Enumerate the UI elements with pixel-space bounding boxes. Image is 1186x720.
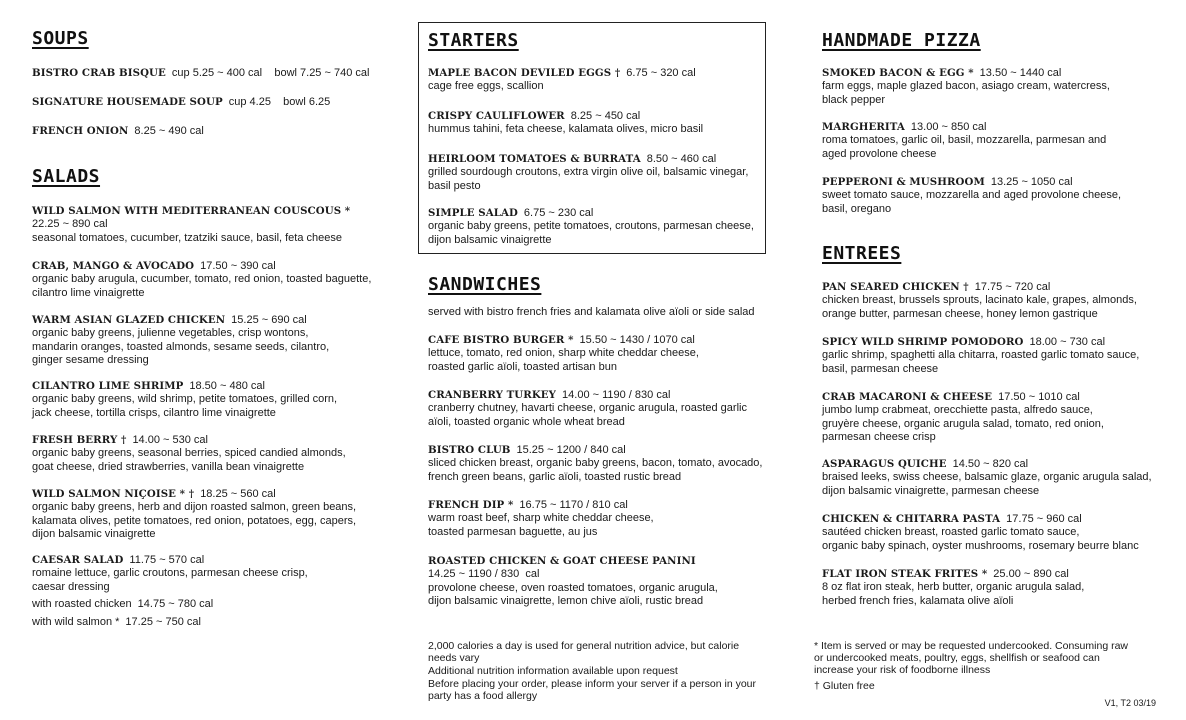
item-description: organic baby arugula, cucumber, tomato, red onion, toasted baguette,	[32, 273, 372, 286]
item-price: 8.25 ~ 450 cal	[570, 110, 641, 122]
entree-item	[822, 281, 1137, 321]
item-description: seasonal tomatoes, cucumber, tzatziki sauce, basil, feta cheese	[32, 231, 342, 244]
item-description: dijon balsamic vinaigrette	[32, 528, 156, 541]
sandwiches-title: SANDWICHES	[428, 274, 542, 295]
item-description: organic baby greens, seasonal berries, spiced candied almonds,	[32, 447, 346, 460]
item-description: lettuce, tomato, red onion, sharp white cheddar cheese,	[428, 347, 699, 360]
item-name: PAN SEARED CHICKEN †	[822, 281, 969, 293]
salads-title: SALADS	[32, 166, 101, 187]
salad-item	[32, 205, 350, 245]
item-description: organic baby greens, herb and dijon roasted salmon, green beans,	[32, 501, 357, 514]
item-price: 8.25 ~ 490 cal	[134, 125, 204, 137]
salad-item	[32, 260, 371, 300]
item-price: 18.25 ~ 560 cal	[200, 488, 276, 500]
item-description: ginger sesame dressing	[32, 354, 149, 367]
item-description: aged provolone cheese	[822, 147, 937, 160]
item-name: SIMPLE SALAD	[428, 207, 518, 219]
item-description: dijon balsamic vinaigrette, lemon chive aïoli, rustic bread	[428, 595, 704, 608]
starter-item	[428, 207, 754, 247]
item-description: basil, parmesan cheese	[822, 362, 939, 375]
item-description: roma tomatoes, garlic oil, basil, mozzarella, parmesan and	[822, 134, 1107, 147]
item-name: CRISPY CAULIFLOWER	[428, 110, 565, 122]
item-price: 22.25 ~ 890 cal	[32, 218, 108, 231]
item-description: warm roast beef, sharp white cheddar cheese,	[428, 512, 654, 525]
item-price: 14.00 ~ 530 cal	[132, 434, 208, 446]
starter-item	[428, 153, 748, 193]
item-price: 17.50 ~ 1010 cal	[998, 391, 1080, 403]
item-description: black pepper	[822, 93, 885, 106]
salad-addon	[32, 616, 201, 628]
item-description: basil, oregano	[822, 202, 892, 215]
sandwich-item	[428, 444, 762, 484]
item-name: FLAT IRON STEAK FRITES *	[822, 568, 988, 580]
item-description: organic baby greens, julienne vegetables, crisp wontons,	[32, 327, 309, 340]
nutrition-note: Additional nutrition information available upon request	[428, 665, 678, 677]
item-price: 18.50 ~ 480 cal	[189, 380, 265, 392]
calorie-note: 2,000 calories a day is used for general nutrition advice, but calorie needs vary	[428, 640, 740, 664]
item-price: 8.50 ~ 460 cal	[646, 153, 717, 165]
item-description: french green beans, garlic aïoli, toasted rustic bread	[428, 470, 682, 483]
item-description: jumbo lump crabmeat, orecchiette pasta, alfredo sauce,	[822, 404, 1093, 417]
item-name: MARGHERITA	[822, 121, 905, 133]
item-description: cilantro lime vinaigrette	[32, 286, 145, 299]
item-name: CAESAR SALAD	[32, 554, 124, 566]
pizza-item	[822, 67, 1110, 107]
item-name: CRAB, MANGO & AVOCADO	[32, 260, 195, 272]
item-description: toasted parmesan baguette, au jus	[428, 525, 598, 538]
item-price: 18.00 ~ 730 cal	[1029, 336, 1106, 348]
starters-title: STARTERS	[428, 30, 519, 51]
item-name: HEIRLOOM TOMATOES & BURRATA	[428, 153, 641, 165]
item-description: kalamata olives, petite tomatoes, red onion, potatoes, egg, capers,	[32, 514, 357, 527]
item-description: goat cheese, dried strawberries, vanilla bean vinaigrette	[32, 460, 305, 473]
item-description: organic baby greens, petite tomatoes, croutons, parmesan cheese,	[428, 220, 754, 233]
sandwich-item	[428, 555, 718, 609]
item-description: gruyère cheese, organic arugula salad, tomato, red onion,	[822, 417, 1104, 430]
item-price: 11.75 ~ 570 cal	[129, 554, 205, 566]
gluten-free-note: † Gluten free	[814, 680, 875, 692]
item-price: 14.25 ~ 1190 / 830 cal	[428, 568, 540, 581]
item-price: 15.25 ~ 690 cal	[231, 314, 307, 326]
entree-item	[822, 513, 1139, 553]
soup-item	[32, 125, 204, 138]
salad-item	[32, 434, 346, 474]
soups-title: SOUPS	[32, 28, 89, 49]
item-name: MAPLE BACON DEVILED EGGS †	[428, 67, 621, 79]
sandwich-item	[428, 334, 699, 374]
item-description: chicken breast, brussels sprouts, lacinato kale, grapes, almonds,	[822, 294, 1137, 307]
item-description: orange butter, parmesan cheese, honey lemon gastrique	[822, 307, 1098, 320]
salad-item	[32, 488, 356, 542]
item-price: 13.25 ~ 1050 cal	[990, 176, 1073, 188]
item-description: mandarin oranges, toasted almonds, sesame seeds, cilantro,	[32, 340, 330, 353]
item-description: garlic shrimp, spaghetti alla chitarra, roasted garlic tomato sauce,	[822, 349, 1140, 362]
item-description: cranberry chutney, havarti cheese, organic arugula, roasted garlic	[428, 402, 747, 415]
salad-item	[32, 314, 329, 368]
item-description: farm eggs, maple glazed bacon, asiago cream, watercress,	[822, 80, 1110, 93]
item-description: sautéed chicken breast, roasted garlic tomato sauce,	[822, 526, 1080, 539]
item-price: 6.75 ~ 230 cal	[523, 207, 594, 219]
item-description: roasted garlic aïoli, toasted artisan bun	[428, 360, 617, 373]
soup-item	[32, 96, 330, 109]
sandwiches-intro: served with bistro french fries and kalamata olive aïoli or side salad	[428, 306, 755, 318]
item-name: SMOKED BACON & EGG *	[822, 67, 974, 79]
item-price: 14.50 ~ 820 cal	[952, 458, 1029, 470]
item-description: aïoli, toasted organic whole wheat bread	[428, 415, 625, 428]
salad-item	[32, 554, 308, 594]
item-description: parmesan cheese crisp	[822, 431, 936, 444]
entree-item	[822, 391, 1104, 445]
item-name: FRESH BERRY †	[32, 434, 127, 446]
item-description: romaine lettuce, garlic croutons, parmesan cheese crisp,	[32, 567, 308, 580]
item-name: FRENCH DIP *	[428, 499, 514, 511]
item-name: CRANBERRY TURKEY	[428, 389, 557, 401]
item-description: dijon balsamic vinaigrette	[428, 233, 552, 246]
item-name: ROASTED CHICKEN & GOAT CHEESE PANINI	[428, 555, 696, 567]
entree-item	[822, 458, 1152, 498]
pizza-title: HANDMADE PIZZA	[822, 30, 981, 51]
item-description: organic baby spinach, oyster mushrooms, rosemary beurre blanc	[822, 539, 1139, 552]
item-description: braised leeks, swiss cheese, balsamic glaze, organic arugula salad,	[822, 471, 1152, 484]
item-name: SPICY WILD SHRIMP POMODORO	[822, 336, 1024, 348]
addon-price: 14.75 ~ 780 cal	[137, 598, 214, 610]
item-price: 17.75 ~ 720 cal	[974, 281, 1051, 293]
item-price: 14.00 ~ 1190 / 830 cal	[562, 389, 671, 401]
item-price: cup 5.25 ~ 400 cal bowl 7.25 ~ 740 cal	[171, 67, 370, 79]
item-name: CAFE BISTRO BURGER *	[428, 334, 574, 346]
item-price: 15.50 ~ 1430 / 1070 cal	[579, 334, 695, 346]
item-description: cage free eggs, scallion	[428, 80, 544, 93]
item-name: ASPARAGUS QUICHE	[822, 458, 947, 470]
item-price: 13.50 ~ 1440 cal	[979, 67, 1062, 79]
item-description: provolone cheese, oven roasted tomatoes, organic arugula,	[428, 581, 718, 594]
item-price: 17.50 ~ 390 cal	[200, 260, 276, 272]
item-name: CHICKEN & CHITARRA PASTA	[822, 513, 1001, 525]
undercooked-note: * Item is served or may be requested undercooked. Consuming raw or undercooked meats, poultry, eggs, shellfish or seafood can increase your risk of foodborne illness	[814, 640, 1128, 676]
starter-item	[428, 110, 703, 137]
version-label: V1, T2 03/19	[1104, 698, 1156, 708]
sandwich-item	[428, 499, 654, 539]
item-name: WILD SALMON NIÇOISE * †	[32, 488, 195, 500]
item-price: 6.75 ~ 320 cal	[626, 67, 696, 79]
item-name: WILD SALMON WITH MEDITERRANEAN COUSCOUS *	[32, 205, 351, 217]
entree-item	[822, 336, 1139, 376]
entrees-title: ENTREES	[822, 243, 902, 264]
item-description: dijon balsamic vinaigrette, parmesan cheese	[822, 484, 1040, 497]
item-description: caesar dressing	[32, 580, 110, 593]
item-name: SIGNATURE HOUSEMADE SOUP	[32, 96, 223, 108]
addon-label: with wild salmon *	[32, 616, 120, 628]
item-name: CILANTRO LIME SHRIMP	[32, 380, 184, 392]
item-description: 8 oz flat iron steak, herb butter, organic arugula salad,	[822, 581, 1085, 594]
addon-label: with roasted chicken	[32, 598, 132, 610]
sandwich-item	[428, 389, 747, 429]
item-name: CRAB MACARONI & CHEESE	[822, 391, 993, 403]
item-name: FRENCH ONION	[32, 125, 129, 137]
entree-item	[822, 568, 1084, 608]
item-description: basil pesto	[428, 179, 481, 192]
pizza-item	[822, 176, 1121, 216]
item-description: jack cheese, tortilla crisps, cilantro lime vinaigrette	[32, 406, 276, 419]
item-description: grilled sourdough croutons, extra virgin olive oil, balsamic vinegar,	[428, 166, 749, 179]
item-name: WARM ASIAN GLAZED CHICKEN	[32, 314, 226, 326]
item-price: 15.25 ~ 1200 / 840 cal	[516, 444, 626, 456]
item-price: 25.00 ~ 890 cal	[993, 568, 1069, 580]
starter-item	[428, 67, 696, 94]
item-description: herbed french fries, kalamata olive aïoli	[822, 594, 1014, 607]
soup-item	[32, 67, 369, 80]
item-name: BISTRO CLUB	[428, 444, 511, 456]
salad-addon	[32, 598, 213, 610]
item-description: sliced chicken breast, organic baby greens, bacon, tomato, avocado,	[428, 457, 763, 470]
item-description: hummus tahini, feta cheese, kalamata olives, micro basil	[428, 123, 704, 136]
item-name: PEPPERONI & MUSHROOM	[822, 176, 985, 188]
item-price: 16.75 ~ 1170 / 810 cal	[519, 499, 628, 511]
pizza-item	[822, 121, 1106, 161]
item-price: cup 4.25 bowl 6.25	[228, 96, 331, 108]
item-price: 17.75 ~ 960 cal	[1006, 513, 1082, 525]
addon-price: 17.25 ~ 750 cal	[125, 616, 201, 628]
salad-item	[32, 380, 337, 420]
item-description: organic baby greens, wild shrimp, petite tomatoes, grilled corn,	[32, 393, 338, 406]
item-name: BISTRO CRAB BISQUE	[32, 67, 166, 79]
allergy-note: Before placing your order, please inform your server if a person in your party has a food allergy	[428, 678, 756, 702]
item-price: 13.00 ~ 850 cal	[910, 121, 987, 133]
item-description: sweet tomato sauce, mozzarella and aged provolone cheese,	[822, 189, 1122, 202]
